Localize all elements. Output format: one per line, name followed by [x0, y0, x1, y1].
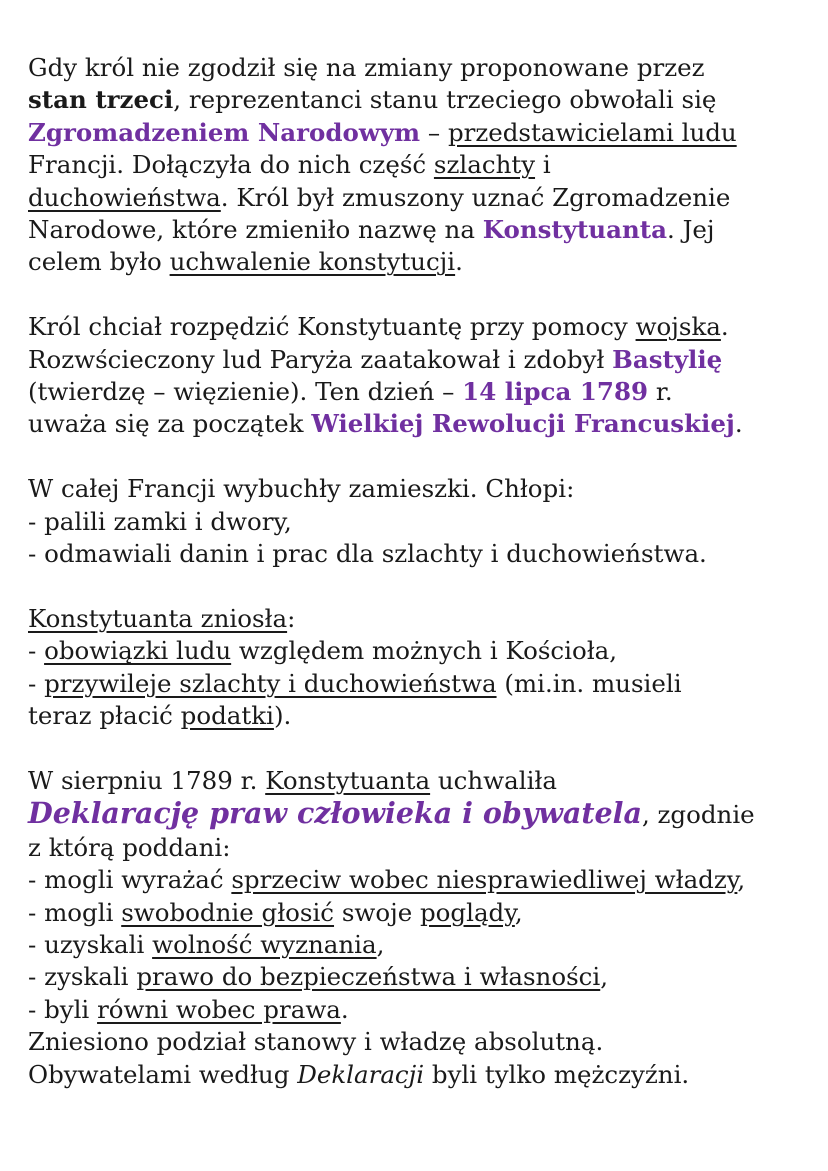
text-line: [28, 52, 808, 84]
text-line: [28, 84, 808, 116]
list-item: [28, 897, 808, 929]
underlined-text: wojska: [635, 312, 721, 342]
paragraph-declaration: [28, 765, 808, 1091]
term-declaration: Deklarację praw człowieka i obywatela: [28, 796, 642, 831]
text: względem możnych i Kościoła,: [231, 636, 618, 666]
text-line: [28, 214, 808, 246]
list-item: [28, 506, 808, 538]
text: Francji. Dołączyła do nich część: [28, 150, 434, 180]
underlined-text: przywileje szlachty i duchowieństwa: [44, 668, 497, 698]
paragraph-national-assembly: [28, 52, 808, 279]
text-line: [28, 182, 808, 214]
term-bastille: Bastylię: [612, 344, 723, 374]
text: byli tylko mężczyźni.: [424, 1059, 690, 1089]
text: - byli: [28, 994, 98, 1024]
text-line: [28, 408, 808, 440]
text: -: [28, 668, 45, 698]
underlined-text: poglądy: [420, 897, 515, 927]
text-line: [28, 117, 808, 149]
text: .: [340, 994, 349, 1024]
text: r.: [648, 377, 673, 407]
paragraph-abolished: [28, 603, 808, 733]
text-line: [28, 797, 808, 831]
text-line: [28, 1026, 808, 1058]
underlined-text: równi wobec prawa: [97, 994, 341, 1024]
list-item: [28, 929, 808, 961]
text: - uzyskali: [28, 929, 153, 959]
list-item: [28, 538, 808, 570]
underlined-text: podatki: [180, 701, 274, 731]
paragraph-riots: [28, 473, 808, 570]
underlined-text: wolność wyznania: [152, 929, 377, 959]
text-line: [28, 473, 808, 505]
term-french-revolution: Wielkiej Rewolucji Francuskiej: [311, 409, 735, 439]
text: , zgodnie: [641, 800, 755, 830]
list-item: [28, 668, 808, 700]
text: - mogli: [28, 897, 122, 927]
text-line: [28, 832, 808, 864]
text: Gdy król nie zgodził się na zmiany proponowane przez: [28, 53, 705, 82]
text: W całej Francji wybuchły zamieszki. Chłopi:: [28, 474, 575, 504]
text-line: [28, 700, 808, 732]
text: ,: [600, 962, 609, 992]
text: teraz płacić: [28, 701, 181, 731]
text-line: [28, 603, 808, 635]
text: . Król był zmuszony uznać Zgromadzenie: [220, 182, 731, 212]
text: uchwaliła: [430, 765, 557, 795]
list-item: [28, 635, 808, 667]
text: z którą poddani:: [28, 832, 231, 862]
text-line: [28, 344, 808, 376]
text: uważa się za początek: [28, 409, 312, 439]
underlined-text: Konstytuanta: [265, 765, 431, 795]
text: Narodowe, które zmieniło nazwę na: [28, 215, 483, 245]
text: ,: [737, 865, 746, 895]
text: i: [535, 150, 551, 180]
date-highlight: 14 lipca 1789: [462, 377, 649, 407]
text: ,: [376, 929, 385, 959]
underlined-text: obowiązki ludu: [44, 636, 232, 666]
underlined-text: prawo do bezpieczeństwa i własności: [136, 962, 601, 992]
text: -: [28, 636, 45, 666]
text: –: [420, 117, 448, 147]
text: Zniesiono podział stanowy i władzę absolutną.: [28, 1027, 604, 1057]
text: - odmawiali danin i prac dla szlachty i duchowieństwa.: [28, 539, 707, 569]
text: swoje: [334, 897, 420, 927]
paragraph-bastille: [28, 311, 808, 441]
text-line: [28, 376, 808, 408]
list-item: [28, 961, 808, 993]
underlined-text: sprzeciw wobec niesprawiedliwej władzy: [231, 865, 738, 895]
text: celem było: [28, 247, 170, 277]
underlined-text: duchowieństwa: [28, 182, 221, 212]
text-line: [28, 149, 808, 181]
text: .: [734, 409, 743, 439]
text: .: [720, 312, 729, 342]
text: ).: [273, 701, 292, 731]
text: . Jej: [667, 215, 715, 245]
italic-text: Deklaracji: [297, 1059, 425, 1089]
text: , reprezentanci stanu trzeciego obwołali się: [173, 85, 717, 115]
text-line: [28, 1059, 808, 1091]
underlined-text: Konstytuanta zniosła: [28, 603, 288, 633]
text-line: [28, 246, 808, 278]
text: ,: [514, 897, 523, 927]
text: Król chciał rozpędzić Konstytuantę przy pomocy: [28, 312, 636, 342]
list-item: [28, 864, 808, 896]
text-line: [28, 311, 808, 343]
term-konstytuanta: Konstytuanta: [482, 215, 667, 245]
underlined-text: szlachty: [433, 150, 536, 180]
text-line: [28, 765, 808, 797]
underlined-text: uchwalenie konstytucji: [169, 247, 456, 277]
underlined-text: przedstawicielami ludu: [447, 117, 737, 147]
text: Obywatelami według: [28, 1059, 298, 1089]
text: - zyskali: [28, 962, 137, 992]
text: - mogli wyrażać: [28, 865, 232, 895]
text: W sierpniu 1789 r.: [28, 765, 266, 795]
term-third-estate: stan trzeci: [28, 85, 174, 115]
text: Rozwścieczony lud Paryża zaatakował i zdobył: [28, 344, 613, 374]
text: :: [287, 603, 296, 633]
underlined-text: swobodnie głosić: [121, 897, 335, 927]
text: - palili zamki i dwory,: [28, 506, 292, 536]
text: (mi.in. musieli: [496, 668, 682, 698]
term-national-assembly: Zgromadzeniem Narodowym: [28, 117, 421, 147]
list-item: [28, 994, 808, 1026]
text: .: [455, 247, 463, 277]
text: (twierdzę – więzienie). Ten dzień –: [28, 377, 463, 407]
